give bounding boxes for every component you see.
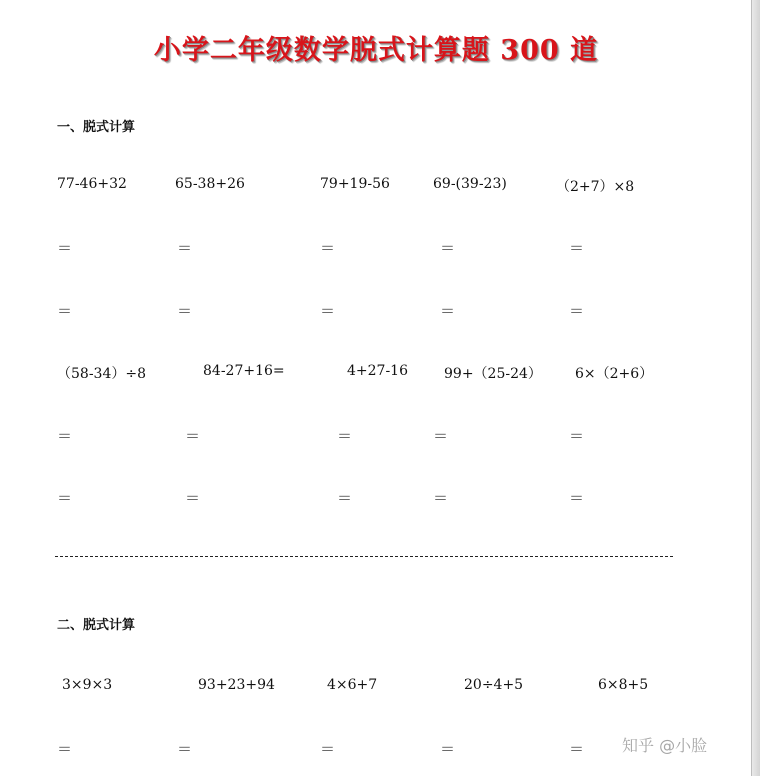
problem-2-2: 84-27+16= (203, 363, 285, 379)
equals-1-4-a: ＝ (440, 239, 456, 257)
problem-2-4: 99+（25-24） (444, 366, 542, 382)
equals-2-3-b: ＝ (337, 489, 353, 507)
page-edge-shadow (751, 0, 760, 776)
problem-3-3: 4×6+7 (327, 677, 378, 693)
section-divider (55, 556, 673, 557)
equals-1-2-a: ＝ (177, 239, 193, 257)
problem-3-5: 6×8+5 (598, 677, 649, 693)
problem-3-1: 3×9×3 (62, 677, 113, 693)
problem-3-4: 20÷4+5 (464, 677, 524, 693)
equals-1-5-a: ＝ (569, 239, 585, 257)
equals-2-4-a: ＝ (433, 427, 449, 445)
problem-2-3: 4+27-16 (347, 363, 408, 379)
equals-1-1-a: ＝ (57, 239, 73, 257)
equals-3-2-a: ＝ (177, 740, 193, 758)
page-title: 小学二年级数学脱式计算题 300 道 (153, 35, 599, 66)
equals-2-2-a: ＝ (185, 427, 201, 445)
equals-2-1-b: ＝ (57, 489, 73, 507)
equals-1-3-b: ＝ (320, 302, 336, 320)
equals-2-1-a: ＝ (57, 427, 73, 445)
problem-1-3: 79+19-56 (320, 176, 390, 192)
equals-3-5-a: ＝ (569, 740, 585, 758)
problem-1-2: 65-38+26 (175, 176, 245, 192)
equals-3-1-a: ＝ (57, 740, 73, 758)
equals-1-3-a: ＝ (320, 239, 336, 257)
equals-1-2-b: ＝ (177, 302, 193, 320)
equals-2-5-b: ＝ (569, 489, 585, 507)
problem-1-5: （2+7）×8 (556, 179, 635, 195)
problem-2-5: 6×（2+6） (575, 366, 654, 382)
equals-2-4-b: ＝ (433, 489, 449, 507)
watermark: 知乎 @小脸 (622, 736, 708, 755)
equals-1-4-b: ＝ (440, 302, 456, 320)
equals-2-5-a: ＝ (569, 427, 585, 445)
section-heading-1: 一、脱式计算 (57, 120, 136, 135)
problem-3-2: 93+23+94 (198, 677, 275, 693)
section-heading-2: 二、脱式计算 (57, 618, 136, 633)
equals-1-1-b: ＝ (57, 302, 73, 320)
equals-1-5-b: ＝ (569, 302, 585, 320)
equals-3-4-a: ＝ (440, 740, 456, 758)
equals-2-3-a: ＝ (337, 427, 353, 445)
problem-2-1: （58-34）÷8 (57, 366, 146, 382)
equals-3-3-a: ＝ (320, 740, 336, 758)
problem-1-4: 69-(39-23) (433, 176, 507, 192)
equals-2-2-b: ＝ (185, 489, 201, 507)
problem-1-1: 77-46+32 (57, 176, 127, 192)
